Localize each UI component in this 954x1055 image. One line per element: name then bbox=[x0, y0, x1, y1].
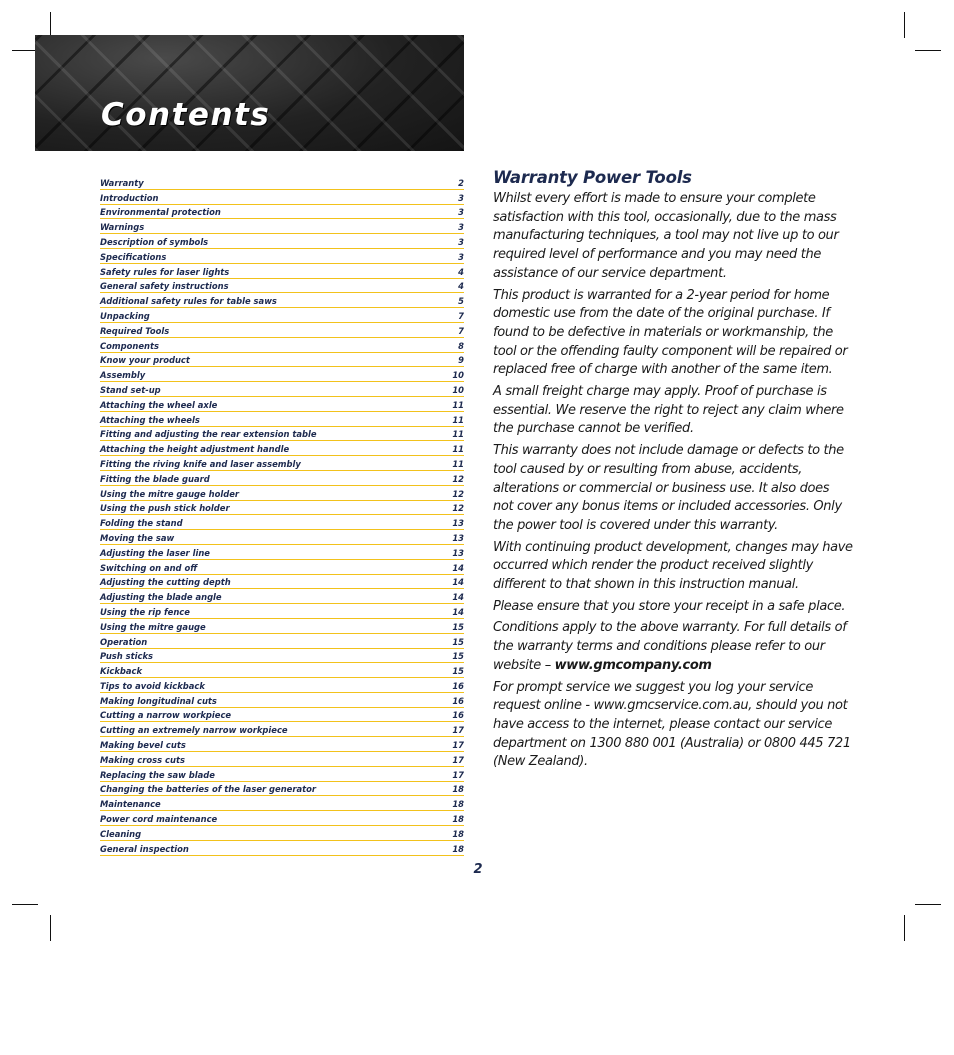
toc-row[interactable] bbox=[100, 308, 464, 323]
toc-entry-title: Folding the stand bbox=[100, 518, 183, 529]
toc-entry-title: Specifications bbox=[100, 251, 167, 262]
toc-entry-page: 7 bbox=[458, 310, 464, 321]
toc-entry-title: Attaching the height adjustment handle bbox=[100, 444, 290, 455]
toc-entry-page: 4 bbox=[458, 281, 464, 292]
toc-entry-title: Using the push stick holder bbox=[100, 503, 230, 514]
toc-entry-page: 15 bbox=[452, 621, 464, 632]
toc-entry-page: 10 bbox=[452, 370, 464, 381]
toc-row[interactable] bbox=[100, 338, 464, 353]
warranty-paragraph: Please ensure that you store your receipt in a safe place. bbox=[493, 598, 846, 614]
warranty-paragraph: With continuing product development, changes may have occurred which render the product received slightly different to that shown in this instruction manual. bbox=[493, 539, 853, 593]
toc-entry-title: Components bbox=[100, 340, 159, 351]
toc-entry-page: 11 bbox=[452, 444, 464, 455]
toc-entry-page: 2 bbox=[458, 177, 464, 188]
toc-row[interactable] bbox=[100, 634, 464, 649]
website-link[interactable]: www.gmcompany.com bbox=[554, 657, 712, 673]
toc-entry-title: Using the mitre gauge bbox=[100, 621, 206, 632]
toc-entry-page: 13 bbox=[452, 532, 464, 543]
toc-row[interactable] bbox=[100, 589, 464, 604]
toc-row[interactable] bbox=[100, 234, 464, 249]
crop-mark bbox=[12, 904, 38, 905]
toc-entry-title: Switching on and off bbox=[100, 562, 198, 573]
crop-mark bbox=[50, 915, 51, 941]
toc-entry-title: Warnings bbox=[100, 222, 145, 233]
toc-entry-page: 16 bbox=[452, 680, 464, 691]
toc-row[interactable] bbox=[100, 501, 464, 516]
toc-entry-title: Using the rip fence bbox=[100, 606, 190, 617]
toc-entry-title: Making longitudinal cuts bbox=[100, 695, 217, 706]
toc-row[interactable] bbox=[100, 353, 464, 368]
toc-entry-title: Introduction bbox=[100, 192, 159, 203]
toc-row[interactable] bbox=[100, 767, 464, 782]
toc-entry-page: 11 bbox=[452, 399, 464, 410]
toc-entry-title: Fitting the blade guard bbox=[100, 473, 210, 484]
toc-entry-page: 4 bbox=[458, 266, 464, 277]
toc-entry-page: 14 bbox=[452, 592, 464, 603]
toc-entry-page: 18 bbox=[452, 828, 464, 839]
toc-row[interactable] bbox=[100, 545, 464, 560]
toc-entry-page: 14 bbox=[452, 562, 464, 573]
toc-row[interactable] bbox=[100, 279, 464, 294]
toc-entry-title: Using the mitre gauge holder bbox=[100, 488, 240, 499]
toc-entry-page: 16 bbox=[452, 695, 464, 706]
toc-entry-page: 13 bbox=[452, 518, 464, 529]
warranty-paragraph: This warranty does not include damage or defects to the tool caused by or resulting from abuse, accidents, alterations or commercial or business use. It also does not cover any bonus items or included accessories. Only the power tool is covered under this warranty. bbox=[493, 443, 844, 533]
warranty-paragraph: A small freight charge may apply. Proof of purchase is essential. We reserve the right to reject any claim where the purchase cannot be verified. bbox=[493, 384, 844, 437]
toc-row[interactable] bbox=[100, 397, 464, 412]
toc-entry-title: Know your product bbox=[100, 355, 190, 366]
toc-entry-title: Safety rules for laser lights bbox=[100, 266, 230, 277]
toc-entry-page: 18 bbox=[452, 814, 464, 825]
toc-entry-title: Fitting the riving knife and laser assembly bbox=[100, 458, 301, 469]
toc-entry-title: Unpacking bbox=[100, 310, 150, 321]
toc-row[interactable] bbox=[100, 649, 464, 664]
toc-entry-title: Environmental protection bbox=[100, 207, 221, 218]
warranty-paragraph: Whilst every effort is made to ensure your complete satisfaction with this tool, occasionally, due to the mass manufacturing techniques, a tool may not live up to our required level of performance and you may need the assistance of our service department. bbox=[493, 191, 839, 281]
toc-row[interactable] bbox=[100, 530, 464, 545]
toc-entry-title: Replacing the saw blade bbox=[100, 769, 215, 780]
toc-entry-page: 8 bbox=[458, 340, 464, 351]
toc-row[interactable] bbox=[100, 782, 464, 797]
toc-entry-page: 15 bbox=[452, 651, 464, 662]
warranty-paragraph: This product is warranted for a 2-year period for home domestic use from the date of the original purchase. If found to be defective in materials or workmanship, the tool or the offending faulty component will be repaired or replaced free of charge with another of the same item. bbox=[493, 287, 848, 378]
toc-entry-page: 3 bbox=[458, 222, 464, 233]
toc-entry-title: Adjusting the cutting depth bbox=[100, 577, 231, 588]
toc-entry-title: Attaching the wheels bbox=[100, 414, 200, 425]
toc-row[interactable] bbox=[100, 249, 464, 264]
toc-entry-page: 10 bbox=[452, 384, 464, 395]
toc-entry-title: Making bevel cuts bbox=[100, 740, 186, 751]
toc-row[interactable] bbox=[100, 382, 464, 397]
toc-row[interactable] bbox=[100, 796, 464, 811]
toc-entry-title: Push sticks bbox=[100, 651, 154, 662]
warranty-paragraph: For prompt service we suggest you log your service request online - www.gmcservice.com.au, should you not have access to the internet, please contact our service department on 1300 880 001 (Australia) or 0800 445 721 (New Zealand). bbox=[493, 679, 851, 770]
toc-entry-page: 11 bbox=[452, 458, 464, 469]
toc-row[interactable] bbox=[100, 456, 464, 471]
crop-mark bbox=[915, 904, 941, 905]
toc-row[interactable] bbox=[100, 663, 464, 678]
toc-entry-title: Moving the saw bbox=[100, 532, 175, 543]
toc-row[interactable] bbox=[100, 219, 464, 234]
toc-row[interactable] bbox=[100, 752, 464, 767]
toc-entry-title: Description of symbols bbox=[100, 236, 209, 247]
toc-entry-title: Kickback bbox=[100, 666, 143, 677]
toc-entry-title: Operation bbox=[100, 636, 148, 647]
page-number: 2 bbox=[473, 862, 483, 877]
toc-entry-title: Attaching the wheel axle bbox=[100, 399, 218, 410]
toc-entry-page: 3 bbox=[458, 236, 464, 247]
toc-row[interactable] bbox=[100, 205, 464, 220]
toc-entry-title: Tips to avoid kickback bbox=[100, 680, 205, 691]
toc-entry-title: Assembly bbox=[100, 370, 146, 381]
toc-entry-title: Adjusting the laser line bbox=[100, 547, 210, 558]
toc-entry-page: 11 bbox=[452, 429, 464, 440]
warranty-section bbox=[493, 168, 853, 775]
toc-entry-page: 15 bbox=[452, 636, 464, 647]
toc-row[interactable] bbox=[100, 293, 464, 308]
toc-entry-title: Warranty bbox=[100, 177, 144, 188]
crop-mark bbox=[904, 915, 905, 941]
toc-entry-page: 17 bbox=[452, 740, 464, 751]
toc-entry-page: 16 bbox=[452, 710, 464, 721]
toc-row[interactable] bbox=[100, 441, 464, 456]
toc-entry-page: 14 bbox=[452, 577, 464, 588]
toc-entry-page: 18 bbox=[452, 784, 464, 795]
toc-row[interactable] bbox=[100, 175, 464, 190]
toc-entry-page: 18 bbox=[452, 843, 464, 854]
toc-entry-page: 18 bbox=[452, 799, 464, 810]
toc-row[interactable] bbox=[100, 190, 464, 205]
toc-entry-page: 17 bbox=[452, 769, 464, 780]
toc-entry-page: 5 bbox=[458, 296, 464, 307]
toc-row[interactable] bbox=[100, 515, 464, 530]
toc-entry-title: General safety instructions bbox=[100, 281, 229, 292]
warranty-conditions-text: Conditions apply to the above warranty. For full details of the warranty terms and conditions please refer to our website – bbox=[493, 620, 847, 673]
toc-entry-title: Making cross cuts bbox=[100, 754, 185, 765]
toc-row[interactable] bbox=[100, 560, 464, 575]
toc-entry-page: 3 bbox=[458, 207, 464, 218]
toc-row[interactable] bbox=[100, 678, 464, 693]
toc-row[interactable] bbox=[100, 427, 464, 442]
toc-entry-title: Required Tools bbox=[100, 325, 170, 336]
toc-entry-title: Additional safety rules for table saws bbox=[100, 296, 277, 307]
contents-banner bbox=[35, 35, 464, 151]
table-of-contents bbox=[100, 175, 464, 856]
toc-row[interactable] bbox=[100, 737, 464, 752]
toc-entry-page: 9 bbox=[458, 355, 464, 366]
toc-row[interactable] bbox=[100, 826, 464, 841]
toc-entry-page: 12 bbox=[452, 473, 464, 484]
page-title: Contents bbox=[101, 97, 271, 133]
toc-entry-title: Stand set-up bbox=[100, 384, 161, 395]
toc-entry-page: 13 bbox=[452, 547, 464, 558]
toc-row[interactable] bbox=[100, 412, 464, 427]
toc-entry-title: General inspection bbox=[100, 843, 189, 854]
toc-entry-page: 3 bbox=[458, 251, 464, 262]
toc-entry-page: 12 bbox=[452, 488, 464, 499]
toc-row[interactable] bbox=[100, 619, 464, 634]
crop-mark bbox=[904, 12, 905, 38]
toc-entry-page: 17 bbox=[452, 725, 464, 736]
toc-row[interactable] bbox=[100, 811, 464, 826]
toc-row[interactable] bbox=[100, 264, 464, 279]
toc-entry-title: Maintenance bbox=[100, 799, 161, 810]
toc-entry-title: Cutting a narrow workpiece bbox=[100, 710, 232, 721]
toc-entry-page: 3 bbox=[458, 192, 464, 203]
toc-row[interactable] bbox=[100, 471, 464, 486]
toc-row[interactable] bbox=[100, 708, 464, 723]
toc-row[interactable] bbox=[100, 604, 464, 619]
toc-entry-title: Adjusting the blade angle bbox=[100, 592, 222, 603]
toc-row[interactable] bbox=[100, 323, 464, 338]
toc-row[interactable] bbox=[100, 367, 464, 382]
toc-entry-title: Cutting an extremely narrow workpiece bbox=[100, 725, 288, 736]
warranty-paragraph bbox=[493, 619, 853, 675]
toc-entry-page: 14 bbox=[452, 606, 464, 617]
toc-entry-page: 7 bbox=[458, 325, 464, 336]
toc-row[interactable] bbox=[100, 486, 464, 501]
toc-row[interactable] bbox=[100, 722, 464, 737]
crop-mark bbox=[915, 50, 941, 51]
toc-entry-title: Fitting and adjusting the rear extension table bbox=[100, 429, 317, 440]
toc-entry-title: Cleaning bbox=[100, 828, 142, 839]
toc-row[interactable] bbox=[100, 841, 464, 856]
toc-row[interactable] bbox=[100, 693, 464, 708]
toc-entry-title: Changing the batteries of the laser generator bbox=[100, 784, 317, 795]
toc-row[interactable] bbox=[100, 575, 464, 590]
toc-entry-page: 12 bbox=[452, 503, 464, 514]
warranty-heading: Warranty Power Tools bbox=[493, 168, 692, 187]
toc-entry-page: 17 bbox=[452, 754, 464, 765]
toc-entry-page: 11 bbox=[452, 414, 464, 425]
toc-entry-title: Power cord maintenance bbox=[100, 814, 218, 825]
toc-entry-page: 15 bbox=[452, 666, 464, 677]
